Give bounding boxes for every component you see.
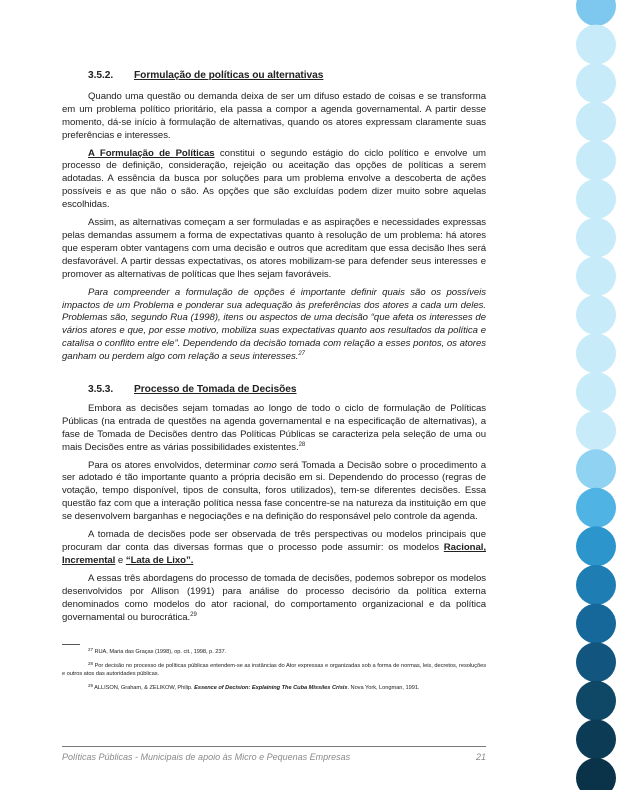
page-body bbox=[62, 70, 486, 697]
paragraph: Embora as decisões sejam tomadas ao longo de todo o ciclo de formulação de Políticas Públicas (na entrada de questões na agenda governamental e na especificação de alternativas), a fase de Tomada de Decisões dentro das Políticas Públicas se caracteriza pela seleção de uma ou mais Decisões entre as várias possibilidades existentes.$^{28}$ bbox=[62, 402, 486, 453]
decorative-dot bbox=[576, 140, 616, 180]
key-term: A Formulação de Políticas bbox=[88, 147, 215, 159]
emphasis: como bbox=[253, 459, 277, 471]
decorative-dot bbox=[576, 218, 616, 258]
section-title: Processo de Tomada de Decisões bbox=[134, 384, 297, 396]
decorative-dot bbox=[576, 758, 616, 790]
decorative-dot bbox=[576, 719, 616, 759]
paragraph: A essas três abordagens do processo de tomada de decisões, podemos sobrepor os modelos desenvolvidos por Allison (1991) para análise do processo decisório da política externa denominados como modelos do ator racional, do comportamento organizacional e da política governamental ou burocrática.$^{29}$ bbox=[62, 572, 486, 623]
decorative-dot bbox=[576, 642, 616, 682]
section-number: 3.5.2. bbox=[88, 70, 114, 81]
decorative-dot bbox=[576, 102, 616, 142]
footnote-ref: 27 bbox=[298, 351, 305, 358]
footnote-divider bbox=[62, 644, 80, 645]
section-number: 3.5.3. bbox=[88, 384, 114, 396]
decorative-dot bbox=[576, 681, 616, 721]
decorative-dot bbox=[576, 333, 616, 373]
footnote-ref: 29 bbox=[190, 611, 197, 618]
decorative-dot bbox=[576, 449, 616, 489]
decorative-dot bbox=[576, 295, 616, 335]
page-footer bbox=[62, 752, 486, 762]
book-title: Essence of Decision: Explaining The Cuba Missiles Crisis bbox=[194, 684, 348, 691]
italic-paragraph: Para compreender a formulação de opções é importante definir quais são os possíveis impactos de um Problema e ponderar sua adequação às preferências dos atores a cada um deles. Problemas são, segundo Rua (1998), itens ou aspectos de uma decisão “que afeta os interesses de vários atores e que, por esse motivo, mobiliza suas expectativas quanto aos resultados da política e catalisa o conflito entre ele”. Dependendo da decisão tomada com relação a esses pontos, os atores ganham ou perdem algo com relação a seus interesses.$^{27}$ bbox=[62, 286, 486, 363]
footnote: $^{27}$ RUA, Maria das Graças (1998), op. cit., 1998, p. 237. bbox=[88, 647, 227, 656]
decorative-dot bbox=[576, 604, 616, 644]
paragraph: A Formulação de Políticas constitui o segundo estágio do ciclo político e envolve um processo de definição, consideração, rejeição ou aceitação das opções de políticas a serem adotadas. A essência da busca por soluções para um problema envolve a descoberta de ações possíveis e as que não o são. As opções que são excluídas podem dizer muito sobre aquelas escolhidas. bbox=[62, 147, 486, 211]
footnote: $^{29}$ ALLISON, Graham, & ZELIKOW, Philip. Essence of Decision: Explaining The Cuba Missiles Crisis. Nova York, Longman, 1991. bbox=[88, 682, 420, 691]
key-term: “Lata de Lixo”. bbox=[125, 554, 194, 566]
section-title: Formulação de políticas ou alternativas bbox=[134, 70, 324, 81]
paragraph: Para os atores envolvidos, determinar como será Tomada a Decisão sobre o procedimento a ser adotado é tão importante quanto a própria decisão em si. Dependendo do processo (regras de votação, tempo disponível, tipos de consulta, foros utilizados), tem-se diferentes decisões. Essa questão faz com que a interação política nessa fase concentre-se na natureza da instituição em que se desenvolvem barganhas e negociações e na definição do responsável pelo controle da agenda. bbox=[62, 459, 487, 523]
footnote-ref: 28 bbox=[298, 441, 306, 448]
section-heading-tomada-decisoes bbox=[88, 384, 486, 397]
decorative-dot bbox=[576, 0, 616, 26]
decorative-dot bbox=[576, 372, 616, 412]
decorative-dot bbox=[576, 63, 616, 103]
key-term: Racional, Incremental bbox=[62, 542, 486, 566]
paragraph: A tomada de decisões pode ser observada de três perspectivas ou modelos principais que procuram dar conta das diversas formas que o processo pode assumir: os modelos Racional, Incremental e “Lata de Lixo”. bbox=[62, 529, 486, 566]
footer-divider bbox=[62, 746, 486, 747]
paragraph: Quando uma questão ou demanda deixa de ser um difuso estado de coisas e se transforma em um problema político prioritário, ela passa a compor a agenda governamental. A partir desse momento, dá-se início à formulação de alternativas, quando os atores expressam claramente suas preferências e interesses. bbox=[62, 90, 486, 141]
footer-title: Políticas Públicas - Municipais de apoio às Micro e Pequenas Empresas bbox=[62, 752, 351, 762]
decorative-dot bbox=[576, 565, 616, 605]
paragraph: Assim, as alternativas começam a ser formuladas e as aspirações e necessidades expressas pelas demandas assumem a forma de expectativas quanto à resolução de um problema: há atores que esperam obter vantagens com uma decisão e outros que acreditam que essa decisão lhes será desfavorável. A partir dessas expectativas, os atores mobilizam-se para defender seus interesses e promover as alternativas de políticas que lhes sejam favoráveis. bbox=[62, 217, 486, 280]
decorative-dot bbox=[576, 488, 616, 528]
decorative-dot bbox=[576, 411, 616, 451]
page-number: 21 bbox=[475, 752, 486, 762]
decorative-dot-strip bbox=[575, 0, 617, 790]
decorative-dot bbox=[576, 256, 616, 296]
decorative-dot bbox=[576, 179, 616, 219]
decorative-dot bbox=[576, 25, 616, 65]
section-heading-formulacao bbox=[88, 70, 486, 83]
footnote: $^{28}$ Por decisão no processo de políticas públicas entendem-se as instâncias do Ator expressas e organizadas sob a forma de normas, leis, decretos, resoluções e outros atos das autoridades públicas. bbox=[62, 660, 487, 678]
decorative-dot bbox=[576, 526, 616, 566]
